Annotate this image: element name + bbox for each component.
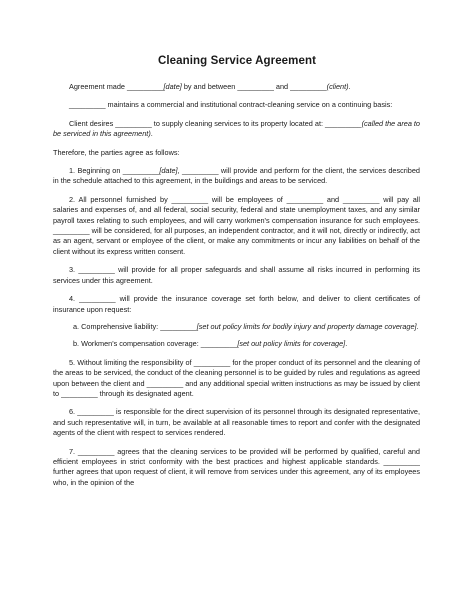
clause-4: 4. _________ will provide the insurance coverage set forth below, and deliver to client certificates of insurance upon request:	[53, 294, 420, 314]
paragraph-maintains: _________ maintains a commercial and institutional contract-cleaning service on a continuing basis:	[69, 100, 393, 110]
text: .	[416, 321, 419, 331]
text: by and between _________ and _________	[181, 82, 327, 91]
paragraph-agreement-made	[53, 82, 420, 92]
clause-5: 5. Without limiting the responsibility of _________ for the proper conduct of its personnel and the cleaning of the areas to be serviced, the conduct of the cleaning personnel is to be guided by rules and regulations as agreed upon between the client and _________ and any additional special written instructions as may be issued by client to _________ through its designated agent.	[53, 357, 420, 398]
document-body	[53, 82, 420, 488]
area-placeholder: (called the area to be serviced in this agreement)	[53, 118, 420, 139]
text: Client desires _________ to supply cleaning services to its property located at: _________	[69, 118, 362, 128]
clause-7: 7. _________ agrees that the cleaning services to be provided will be performed by qualified, careful and efficient employees in strict conformity with the best practices and highest applicable standards. _________ further agrees that upon request of client, it will remove from services under this agreement, any of its employees who, in the opinion of the	[53, 446, 420, 487]
clause-4b	[53, 339, 420, 349]
clause-4a	[53, 322, 420, 332]
document-title: Cleaning Service Agreement	[157, 55, 317, 67]
client-placeholder: (client)	[326, 82, 349, 91]
date-placeholder: [date]	[159, 166, 178, 176]
paragraph-client-desires	[53, 119, 420, 140]
clause-2: 2. All personnel furnished by _________ will be employees of _________ and _________ will pay all salaries and expenses of, and all federal, social security, federal and state unemployment taxes, and any similar payroll taxes relating to such employees, and will carry workmen's compensation insurance for such employees. _________ will be considered, for all purposes, an independent contractor, and it will not, directly or indirectly, act as an agent, servant or employee of the client, or make any commitments or incur any liabilities on behalf of the client without its express written consent.	[53, 194, 420, 256]
liability-placeholder: [set out policy limits for bodily injury and property damage coverage]	[196, 321, 417, 331]
text: a. Comprehensive liability: _________	[73, 321, 197, 331]
coverage-placeholder: [set out policy limits for coverage]	[237, 339, 346, 349]
paragraph-therefore: Therefore, the parties agree as follows:	[53, 147, 180, 157]
clause-3: 3. _________ will provide for all proper safeguards and shall assume all risks incurred in performing its services under this agreement.	[53, 265, 420, 285]
text: .	[348, 82, 351, 91]
clause-1	[53, 166, 420, 187]
clause-6: 6. _________ is responsible for the direct supervision of its personnel through its designated representative, and such representative will, in turn, be available at all reasonable times to report and confer with the designated agents of the client with respect to services rendered.	[53, 407, 420, 438]
text: 1. Beginning on _________	[69, 166, 160, 176]
text: , _________ will provide and perform for the client, the services described in the schedule attached to this agreement, in the buildings and areas to be serviced.	[53, 166, 420, 186]
text: .	[345, 339, 348, 349]
text: Agreement made _________	[69, 82, 164, 91]
text: b. Workmen's compensation coverage: _________	[73, 339, 238, 349]
text: .	[150, 129, 153, 139]
date-placeholder: [date]	[163, 82, 182, 91]
